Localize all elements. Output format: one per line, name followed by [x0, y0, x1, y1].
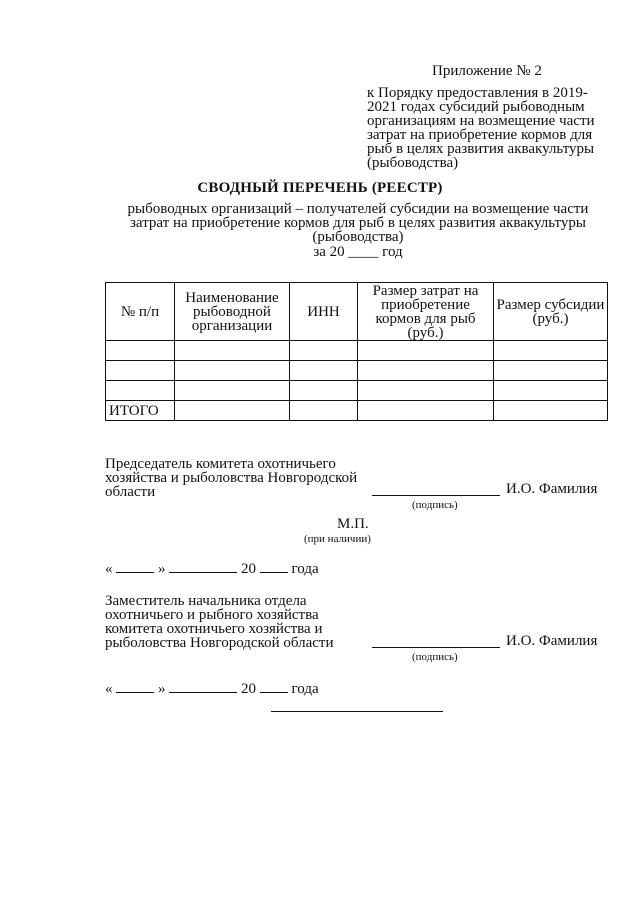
registry-table [105, 282, 608, 421]
appendix-line: затрат на приобретение кормов для [367, 127, 593, 143]
year-prefix: 20 [241, 681, 256, 697]
position-line: области [105, 484, 156, 500]
table-row [106, 341, 608, 361]
appendix-label: Приложение № 2 [432, 63, 542, 79]
signatory1-position [105, 457, 357, 499]
table-cell [358, 361, 494, 381]
table-row [106, 361, 608, 381]
header-number-label: № п/п [120, 303, 160, 320]
quote-open: « [105, 561, 113, 577]
table-row [106, 381, 608, 401]
table-cell [494, 341, 608, 361]
position-line: комитета охотничьего хозяйства и [105, 621, 323, 637]
position-line: Председатель комитета охотничьего [105, 456, 336, 472]
header-costs [358, 283, 494, 341]
table-cell [175, 341, 290, 361]
header-organization-label: Наименование рыбоводной организации [185, 289, 279, 334]
quote-close: » [158, 561, 166, 577]
table-cell [494, 401, 608, 421]
quote-open: « [105, 681, 113, 697]
signature2-line [372, 647, 500, 648]
position-line: хозяйства и рыболовства Новгородской [105, 470, 358, 486]
year-blank [260, 560, 288, 573]
year-suffix: года [291, 561, 319, 577]
closing-rule [271, 711, 443, 712]
month-blank [169, 560, 237, 573]
table-cell [175, 361, 290, 381]
year-blank [260, 680, 288, 693]
subtitle-line: затрат на приобретение кормов для рыб в целях развития аквакультуры [130, 215, 586, 231]
table-cell [358, 341, 494, 361]
position-line: охотничьего и рыбного хозяйства [105, 607, 319, 623]
document-subtitle [0, 202, 640, 244]
signature1-caption: (подпись) [412, 499, 458, 511]
day-blank [116, 680, 154, 693]
header-subsidy [494, 283, 608, 341]
subtitle-line: рыбоводных организаций – получателей субсидии на возмещение части [127, 201, 589, 217]
subtitle-line: (рыбоводства) [312, 229, 404, 245]
signature2-caption: (подпись) [412, 651, 458, 663]
signatory2-name: И.О. Фамилия [506, 633, 598, 649]
table-cell [494, 361, 608, 381]
table-cell [358, 381, 494, 401]
month-blank [169, 680, 237, 693]
table-cell [358, 401, 494, 421]
table-cell [494, 381, 608, 401]
table-cell [106, 361, 175, 381]
document-title: СВОДНЫЙ ПЕРЕЧЕНЬ (РЕЕСТР) [197, 180, 443, 196]
table-cell [106, 341, 175, 361]
position-line: Заместитель начальника отдела [105, 593, 307, 609]
stamp-label: М.П. [337, 516, 369, 532]
table-cell [106, 381, 175, 401]
table-total-row [106, 401, 608, 421]
year-suffix: года [291, 681, 319, 697]
position-line: рыболовства Новгородской области [105, 635, 334, 651]
table-header-row [106, 283, 608, 341]
appendix-line: рыб в целях развития аквакультуры [367, 141, 595, 157]
appendix-line: организациям на возмещение части [367, 113, 595, 129]
header-inn: ИНН [290, 283, 358, 341]
header-organization [175, 283, 290, 341]
stamp-caption: (при наличии) [304, 533, 371, 545]
header-number [106, 283, 175, 341]
total-label: ИТОГО [106, 401, 175, 421]
table-cell [290, 361, 358, 381]
table-cell [175, 381, 290, 401]
appendix-reference [367, 86, 607, 170]
header-costs-label: Размер затрат на приобретение кормов для рыб (руб.) [372, 282, 479, 341]
header-subsidy-label: Размер субсидии (руб.) [496, 296, 605, 327]
signatory2-position [105, 594, 334, 650]
table-cell [290, 341, 358, 361]
date-line-2 [105, 680, 319, 696]
year-line: за 20 ____ год [313, 244, 403, 260]
appendix-line: (рыбоводства) [367, 155, 459, 171]
table-cell [175, 401, 290, 421]
table-cell [290, 381, 358, 401]
signatory1-name: И.О. Фамилия [506, 481, 598, 497]
signature1-line [372, 495, 500, 496]
year-prefix: 20 [241, 561, 256, 577]
day-blank [116, 560, 154, 573]
appendix-line: к Порядку предоставления в 2019- [367, 85, 588, 101]
quote-close: » [158, 681, 166, 697]
date-line-1 [105, 560, 319, 576]
table-cell [290, 401, 358, 421]
appendix-line: 2021 годах субсидий рыбоводным [367, 99, 585, 115]
